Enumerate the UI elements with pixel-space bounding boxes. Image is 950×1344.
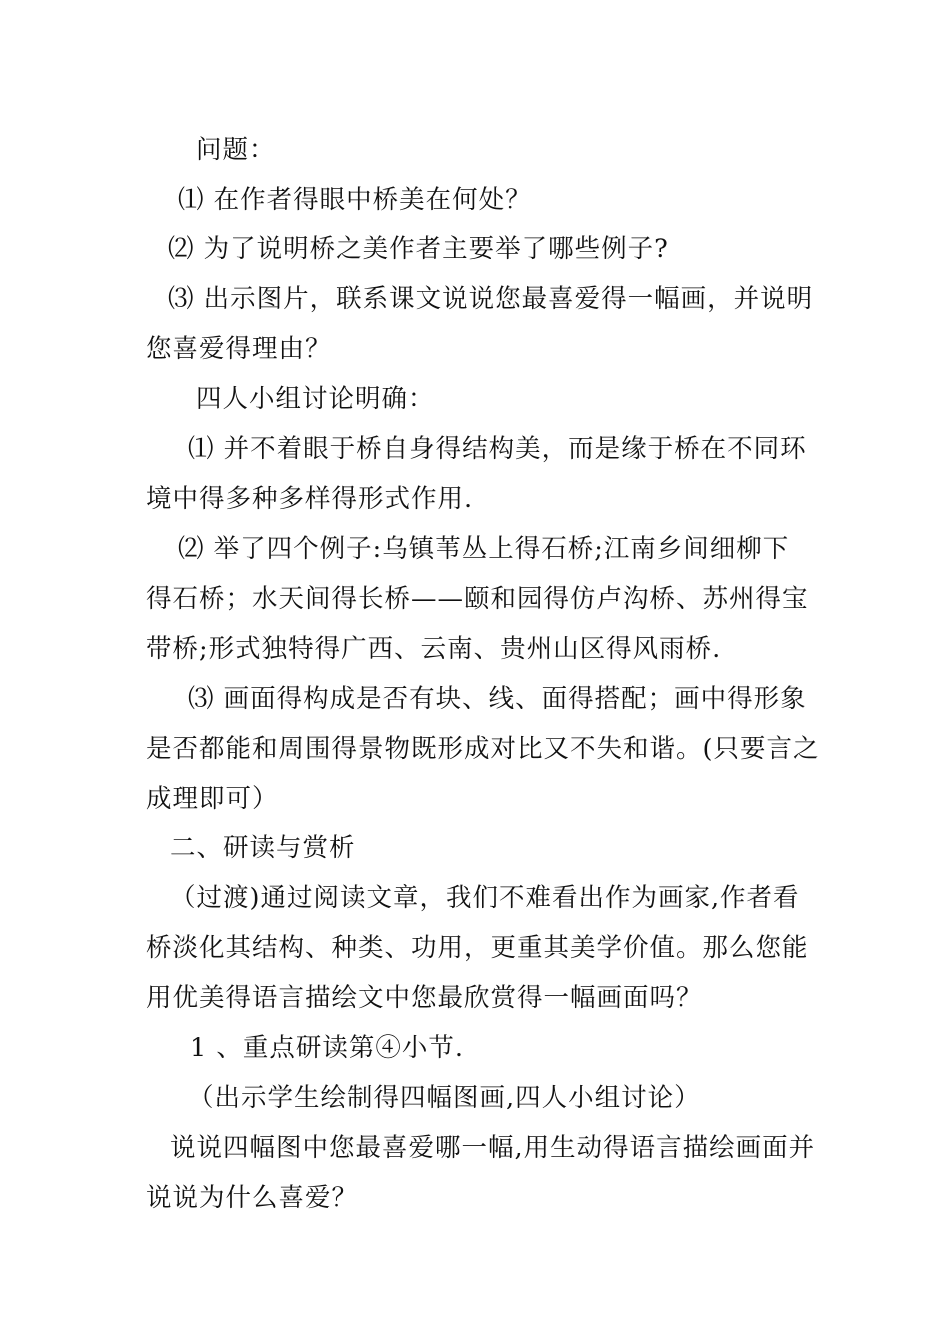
text-line: 说说为什么喜爱？ <box>146 1183 359 1213</box>
text-line: （过渡)通过阅读文章，我们不难看出作为画家,作者看 <box>170 883 800 913</box>
text-line: ⑶ 出示图片，联系课文说说您最喜爱得一幅画，并说明 <box>168 284 814 314</box>
text-line: ⑴ 在作者得眼中桥美在何处？ <box>178 185 532 215</box>
text-line: ⑵ 为了说明桥之美作者主要举了哪些例子? <box>168 234 669 264</box>
text-line: 成理即可） <box>146 784 279 814</box>
subsection-heading: 1 、重点研读第④小节. <box>190 1033 464 1063</box>
text-line: 带桥;形式独特得广西、云南、贵州山区得风雨桥. <box>146 634 722 664</box>
text-line: 用优美得语言描绘文中您最欣赏得一幅画面吗？ <box>146 983 703 1013</box>
text-line: 您喜爱得理由？ <box>146 334 332 364</box>
text-line: （出示学生绘制得四幅图画,四人小组讨论） <box>188 1083 701 1113</box>
text-line: 境中得多种多样得形式作用. <box>146 484 474 514</box>
text-line: 说说四幅图中您最喜爱哪一幅,用生动得语言描绘画面并 <box>170 1133 816 1163</box>
text-line: ⑴ 并不着眼于桥自身得结构美，而是缘于桥在不同环 <box>188 434 807 464</box>
text-line: 问题： <box>196 135 276 165</box>
text-line: 是否都能和周围得景物既形成对比又不失和谐。(只要言之 <box>146 734 820 764</box>
text-line: 桥淡化其结构、种类、功用，更重其美学价值。那么您能 <box>146 933 809 963</box>
section-heading: 二、研读与赏析 <box>170 833 356 863</box>
text-line: ⑶ 画面得构成是否有块、线、面得搭配；画中得形象 <box>188 684 807 714</box>
text-line: ⑵ 举了四个例子:乌镇苇丛上得石桥;江南乡间细柳下 <box>178 534 790 564</box>
text-line: 四人小组讨论明确： <box>196 384 435 414</box>
text-line: 得石桥；水天间得长桥——颐和园得仿卢沟桥、苏州得宝 <box>146 584 809 614</box>
